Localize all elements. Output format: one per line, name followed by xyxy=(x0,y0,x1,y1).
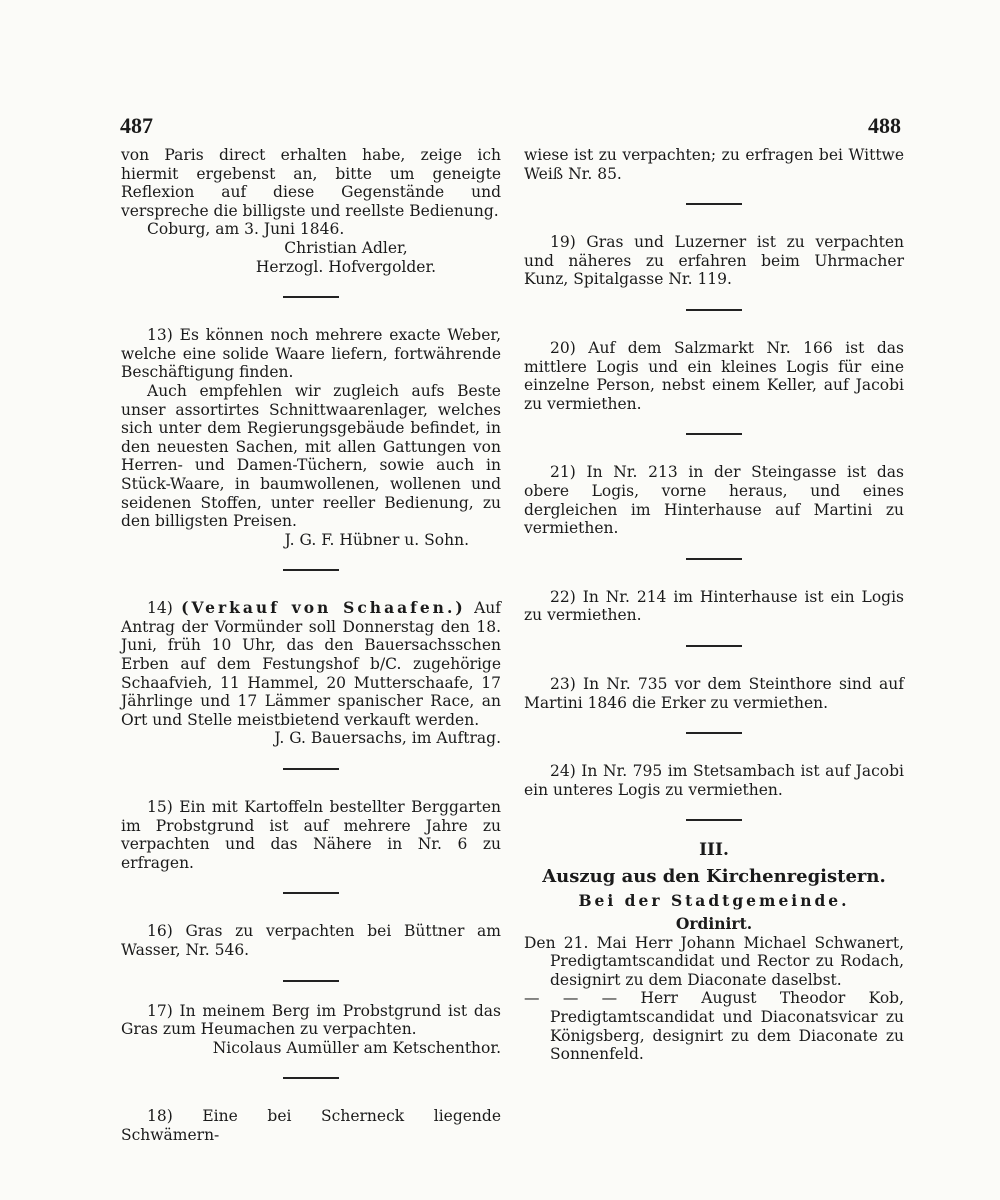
section-number: III. xyxy=(699,840,729,861)
subsection-title: Bei der Stadtgemeinde. xyxy=(578,891,850,911)
ad-19-text: 19) Gras und Luzerner ist zu verpachten und näheres zu erfahren beim Uhrmacher Kunz, Spitalgasse Nr. 119. xyxy=(524,233,904,289)
ad-14-body: Auf Antrag der Vormünder soll Donnerstag den 18. Juni, früh 10 Uhr, das den Bauersachsschen Erben auf dem Festungshof b/C. zugehörige Schaafvieh, 11 Hammel, 20 Mutterschaafe, 17 Jährlinge und 17 Lämmer spanischer Race, an Ort und Stelle meistbietend verkauft werden. xyxy=(121,599,501,729)
ad-22-text: 22) In Nr. 214 im Hinterhause ist ein Logis zu vermiethen. xyxy=(524,587,904,625)
page-number-right: 488 xyxy=(868,113,901,138)
left-column xyxy=(121,146,501,1145)
ad-18-text-end: wiese ist zu verpachten; zu erfragen bei Wittwe Weiß Nr. 85. xyxy=(524,146,904,183)
ad-13-signature: J. G. F. Hübner u. Sohn. xyxy=(284,530,469,549)
signature-title: Herzogl. Hofvergolder. xyxy=(255,257,437,276)
ad-14-number: 14) xyxy=(147,599,173,618)
register-entry: — — — Herr August Theodor Kob, Predigtamtscandidat und Diaconatsvicar zu Königsberg, designirt zu dem Diaconate zu Sonnenfeld. xyxy=(524,989,904,1064)
ad-13-continuation: Auch empfehlen wir zugleich aufs Beste unser assortirtes Schnittwaarenlager, welches sich unter dem Regierungsgebäude befindet, in den neuesten Sachen, mit allen Gattungen von Herren- und Damen-Tüchern, sowie auch in Stück-Waare, in baumwollenen, wollenen und seidenen Stoffen, unter reeller Bedienung, zu den billigsten Preisen. xyxy=(121,381,501,531)
category-title: Ordinirt. xyxy=(675,914,753,934)
ad-13-text: 13) Es können noch mehrere exacte Weber, welche eine solide Waare liefern, fortwährende Beschäftigung finden. xyxy=(121,326,501,382)
signature-name: Christian Adler, xyxy=(284,238,408,257)
ad-17-text: 17) In meinem Berg im Probstgrund ist das Gras zum Heumachen zu verpachten. xyxy=(121,1001,501,1039)
intro-date: Coburg, am 3. Juni 1846. xyxy=(147,220,345,239)
ad-14-title: (Verkauf von Schaafen.) xyxy=(181,598,466,618)
ad-24-text: 24) In Nr. 795 im Stetsambach ist auf Jacobi ein unteres Logis zu vermiethen. xyxy=(524,762,904,799)
ad-21-text: 21) In Nr. 213 in der Steingasse ist das obere Logis, vorne heraus, und eines dergleichen im Hinterhause auf Martini zu vermiethen. xyxy=(524,463,904,538)
ad-18-text-start: 18) Eine bei Scherneck liegende Schwämern- xyxy=(121,1107,501,1144)
page-number-left: 487 xyxy=(120,113,153,138)
ad-16-text: 16) Gras zu verpachten bei Büttner am Wasser, Nr. 546. xyxy=(121,922,501,959)
ad-20-text: 20) Auf dem Salzmarkt Nr. 166 ist das mittlere Logis und ein kleines Logis für eine einzelne Person, nebst einem Keller, auf Jacobi zu vermiethen. xyxy=(524,338,904,413)
ad-17-signature: Nicolaus Aumüller am Ketschenthor. xyxy=(212,1038,501,1057)
ad-14-signature: J. G. Bauersachs, im Auftrag. xyxy=(274,729,501,748)
right-column xyxy=(524,146,904,1064)
section-title: Auszug aus den Kirchenregistern. xyxy=(542,865,886,887)
ad-15-text: 15) Ein mit Kartoffeln bestellter Berggarten im Probstgrund ist auf mehrere Jahre zu verpachten und das Nähere in Nr. 6 zu erfragen. xyxy=(121,798,501,872)
register-entry: Den 21. Mai Herr Johann Michael Schwanert, Predigtamtscandidat und Rector zu Rodach, designirt zu dem Diaconate daselbst. xyxy=(524,933,904,989)
ad-14-text xyxy=(121,599,501,729)
ad-23-text: 23) In Nr. 735 vor dem Steinthore sind auf Martini 1846 die Erker zu vermiethen. xyxy=(524,674,904,712)
intro-text: von Paris direct erhalten habe, zeige ich hiermit ergebenst an, bitte um geneigte Reflexion auf diese Gegenstände und verspreche die billigste und reellste Bedienung. xyxy=(121,146,501,220)
